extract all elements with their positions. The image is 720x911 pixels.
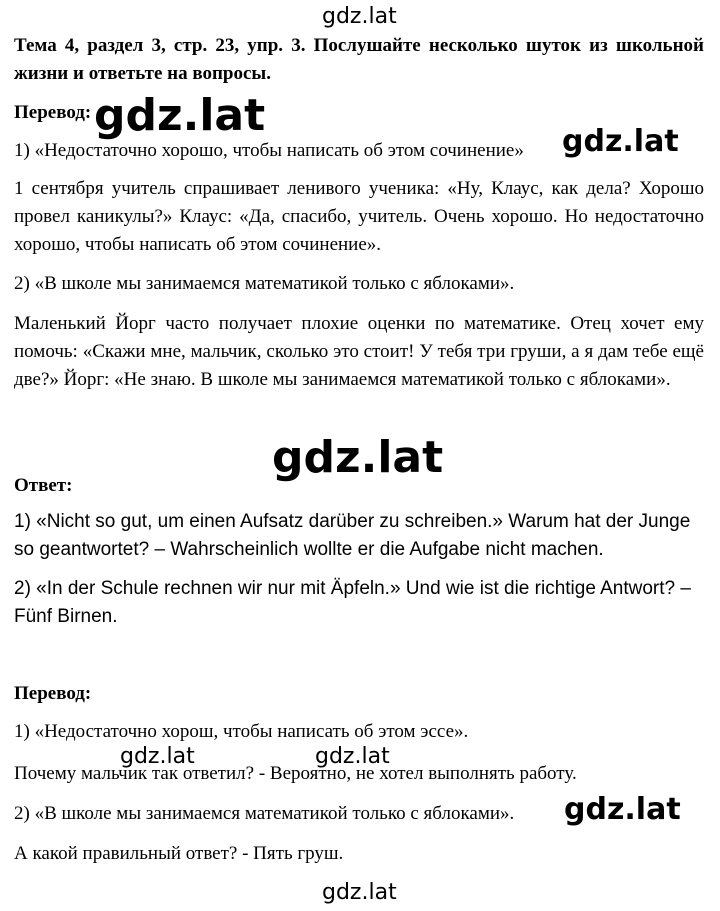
watermark-small-2: gdz.lat bbox=[315, 744, 390, 769]
translation-1-text: Почему мальчик так ответил? - Вероятно, не хотел выполнять работу. bbox=[14, 763, 577, 784]
translation-label-1: Перевод: bbox=[14, 102, 92, 123]
watermark-bottom: gdz.lat bbox=[322, 880, 397, 905]
watermark-mid-2: gdz.lat bbox=[564, 792, 681, 827]
answer-2: 2) «In der Schule rechnen wir nur mit Äpfeln.» Und wie ist die richtige Antwort? – Fünf Birnen. bbox=[14, 578, 691, 627]
task-heading: Тема 4, раздел 3, стр. 23, упр. 3. Послушайте несколько шуток из школьной жизни и ответьте на вопросы. bbox=[14, 35, 704, 84]
watermark-large-2: gdz.lat bbox=[272, 432, 444, 483]
joke2-text: Маленький Йорг часто получает плохие оценки по математике. Отец хочет ему помочь: «Скажи мне, мальчик, сколько это стоит! У тебя три груши, а я дам тебе ещё две?» Йорг: «Не знаю. В школе мы занимаемся математикой только с яблоками». bbox=[14, 313, 704, 390]
watermark-top: gdz.lat bbox=[322, 4, 397, 29]
translation-2-title: 2) «В школе мы занимаемся математикой только с яблоками». bbox=[14, 803, 515, 824]
joke2-title: 2) «В школе мы занимаемся математикой только с яблоками». bbox=[14, 273, 515, 294]
answer-label: Ответ: bbox=[14, 475, 73, 496]
watermark-large-1: gdz.lat bbox=[94, 90, 266, 141]
joke1-text: 1 сентября учитель спрашивает ленивого ученика: «Ну, Клаус, как дела? Хорошо провел каникулы?» Клаус: «Да, спасибо, учитель. Очень хорошо. Но недостаточно хорошо, чтобы написать об этом сочинение». bbox=[14, 178, 704, 255]
translation-label-2: Перевод: bbox=[14, 683, 92, 704]
translation-2-text: А какой правильный ответ? - Пять груш. bbox=[14, 843, 344, 864]
watermark-mid-1: gdz.lat bbox=[562, 124, 679, 159]
watermark-small-1: gdz.lat bbox=[120, 744, 195, 769]
translation-1-title: 1) «Недостаточно хорош, чтобы написать об этом эссе». bbox=[14, 721, 469, 742]
answer-1: 1) «Nicht so gut, um einen Aufsatz darüber zu schreiben.» Warum hat der Junge so geantwortet? – Wahrscheinlich wollte er die Aufgabe nicht machen. bbox=[14, 511, 691, 560]
joke1-title: 1) «Недостаточно хорошо, чтобы написать об этом сочинение» bbox=[14, 140, 524, 161]
